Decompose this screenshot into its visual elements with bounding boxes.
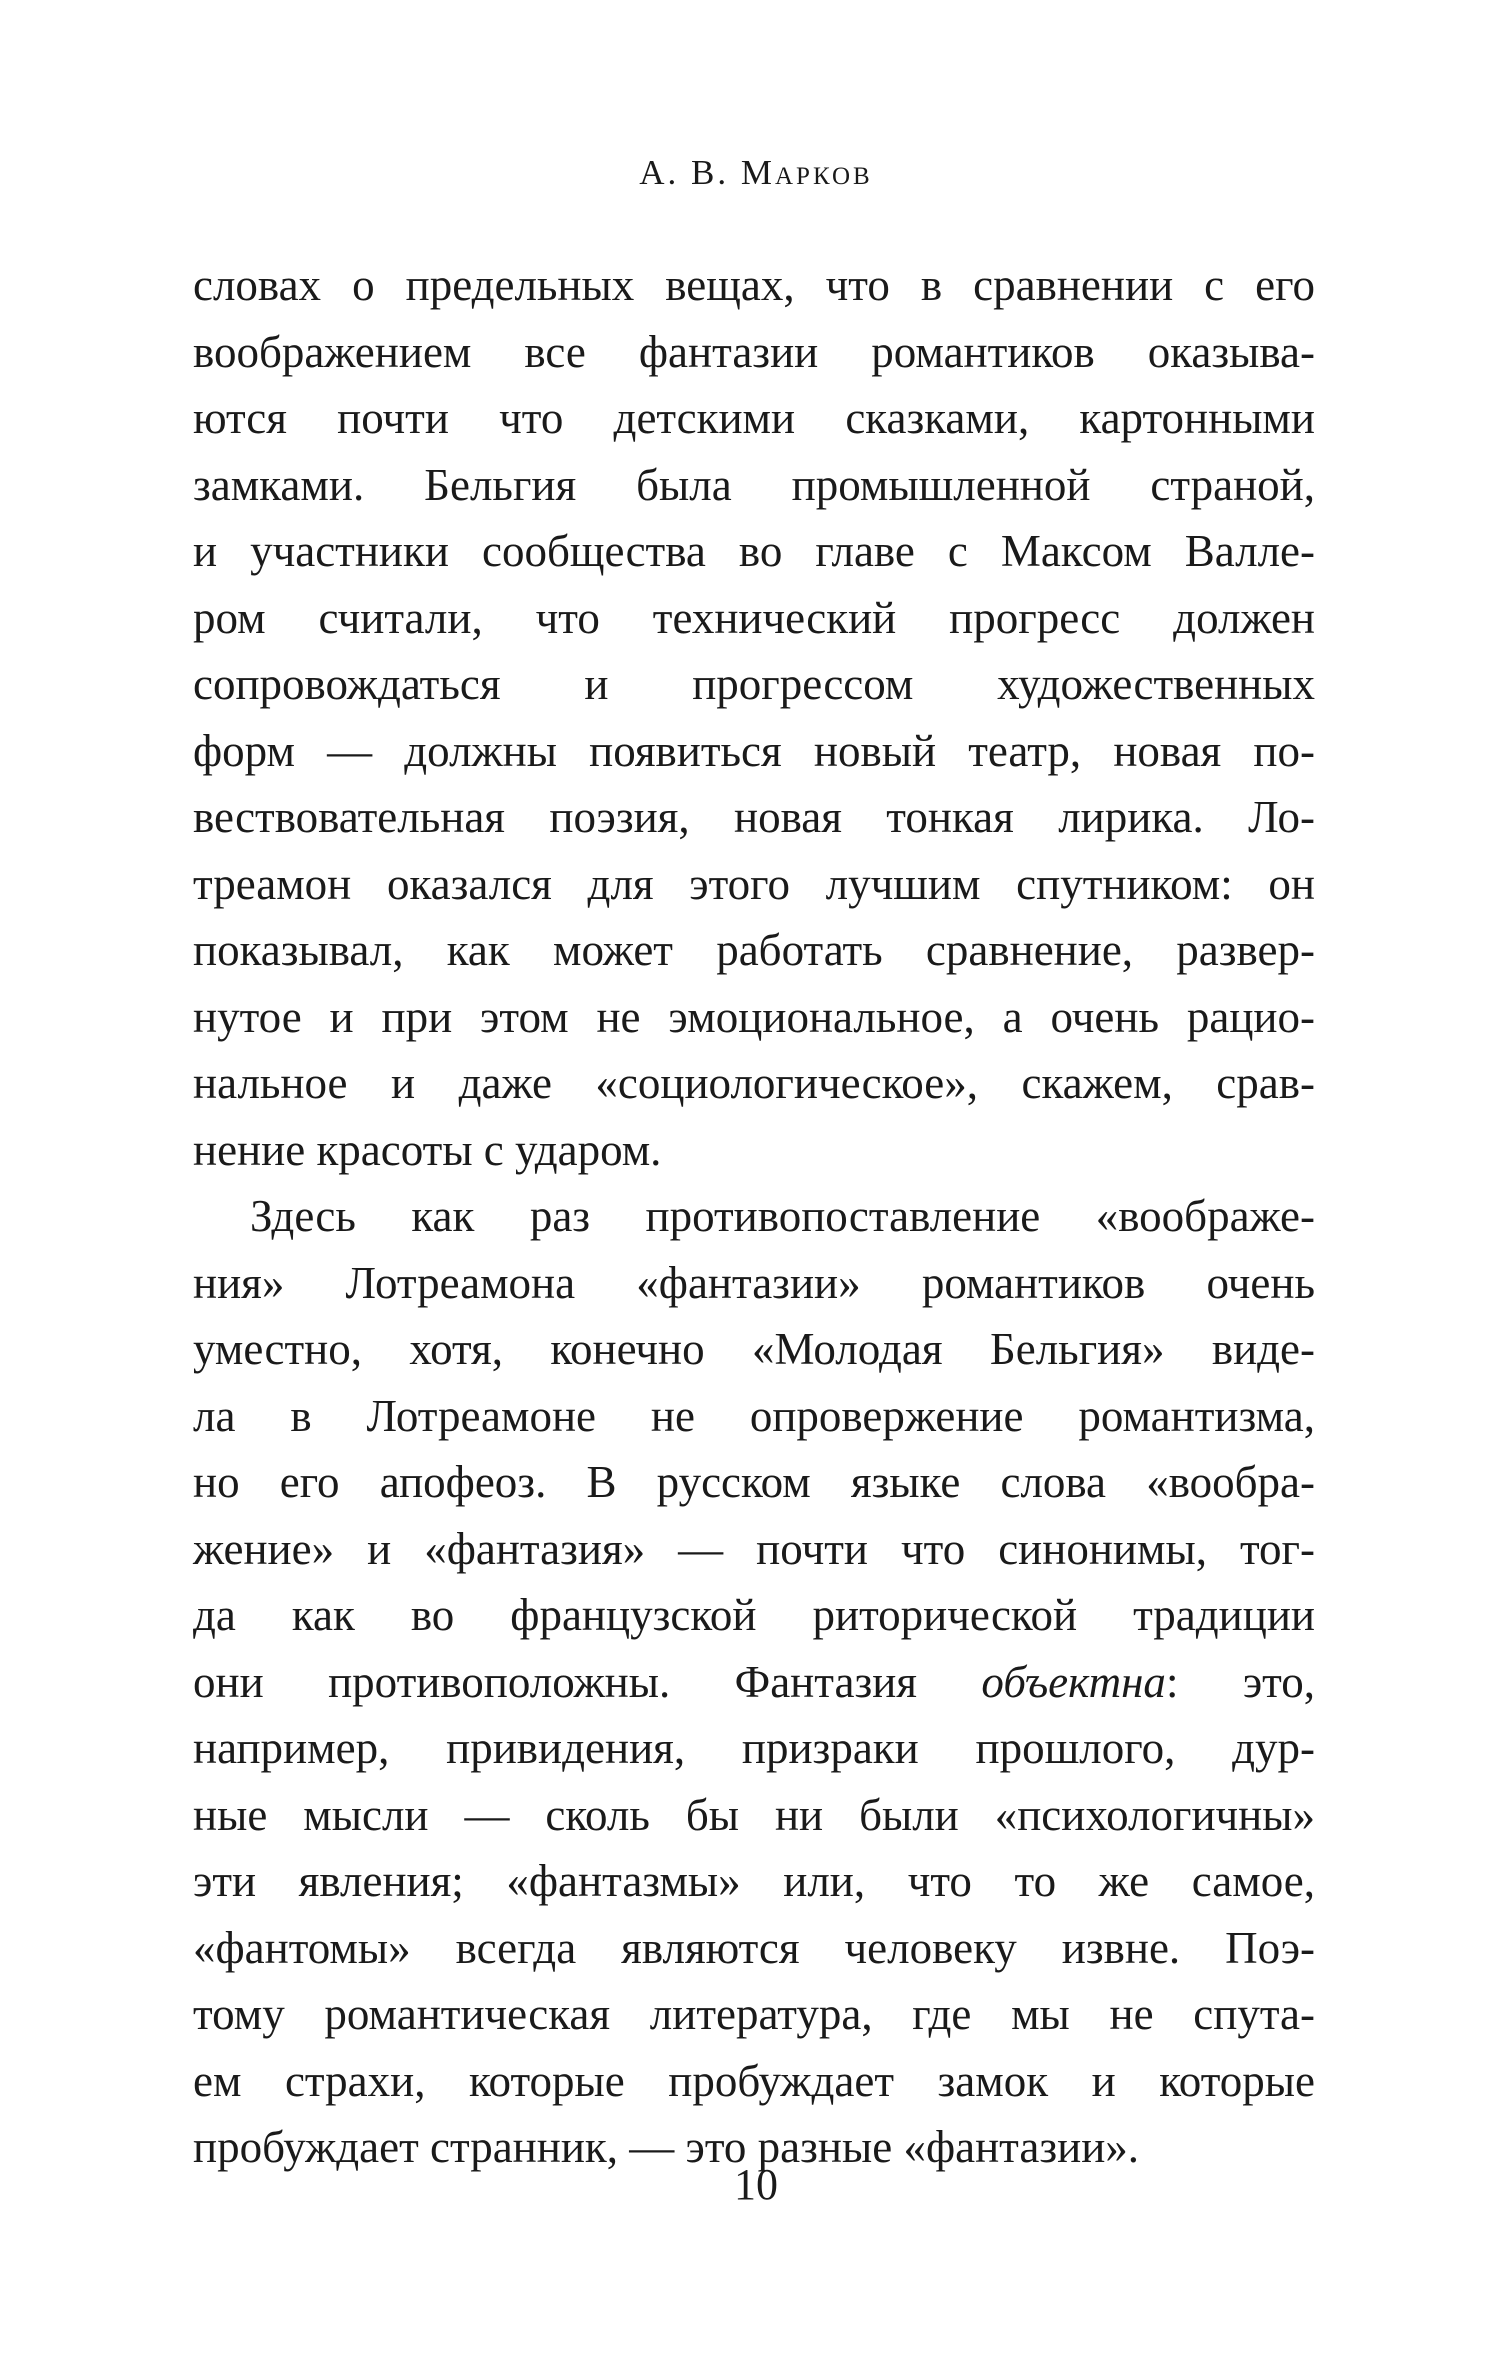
paragraph [193,252,1315,1183]
text-line: уместно, хотя, конечно «Молодая Бельгия» виде- [193,1324,1315,1374]
text-line: Здесь как раз противопоставление «воображе- [250,1191,1315,1241]
text-line: нение красоты с ударом. [193,1124,662,1175]
paragraph [193,1183,1315,2181]
text-line: ные мысли — сколь бы ни были «психологичны» [193,1789,1315,1840]
author-surname: Марков [740,153,873,192]
text-line: показывал, как может работать сравнение, развер- [193,925,1315,975]
text-line: ются почти что детскими сказками, картонными [193,393,1315,443]
text-line: форм — должны появиться новый театр, новая по- [193,725,1315,776]
text-line: сопровождаться и прогрессом художественных [193,659,1315,709]
body-text [193,252,1315,2181]
text-line: да как во французской риторической традиции [193,1590,1315,1640]
text-line: нальное и даже «социологическое», скажем, срав- [193,1058,1315,1108]
text-line: и участники сообщества во главе с Максом Валле- [193,526,1315,576]
text-line: ния» Лотреамона «фантазии» романтиков очень [193,1257,1315,1308]
author-initials: А. В. [639,153,741,192]
page-number: 10 [734,2160,778,2209]
text-line: эти явления; «фантазмы» или, что то же самое, [193,1856,1315,1906]
text-line: «фантомы» всегда являются человеку извне. Поэ- [193,1922,1315,1973]
text-line: но его апофеоз. В русском языке слова «вообра- [193,1457,1315,1507]
text-line: воображением все фантазии романтиков оказыва- [193,326,1315,377]
running-head [0,148,1512,198]
text-line: пробуждает странник, — это разные «фантазии». [193,2122,1140,2172]
text-line: треамон оказался для этого лучшим спутником: он [193,858,1315,909]
emphasis: объектна [981,1656,1166,1707]
text-line: тому романтическая литература, где мы не спута- [193,1989,1315,2039]
text-line: словах о предельных вещах, что в сравнении с его [193,260,1315,310]
text-line: ем страхи, которые пробуждает замок и которые [193,2055,1315,2106]
text-line: например, привидения, призраки прошлого, дур- [193,1723,1315,1773]
text-line: жение» и «фантазия» — почти что синонимы, тог- [193,1523,1315,1574]
text-line: ром считали, что технический прогресс должен [193,592,1315,643]
text-line: они противоположны. Фантазия объектна: это, [193,1656,1315,1707]
text-line: ла в Лотреамоне не опровержение романтизма, [193,1390,1315,1441]
text-line: замками. Бельгия была промышленной страной, [193,459,1315,510]
text-line: нутое и при этом не эмоциональное, а очень рацио- [193,991,1315,1042]
text-line: вествовательная поэзия, новая тонкая лирика. Ло- [193,792,1315,842]
